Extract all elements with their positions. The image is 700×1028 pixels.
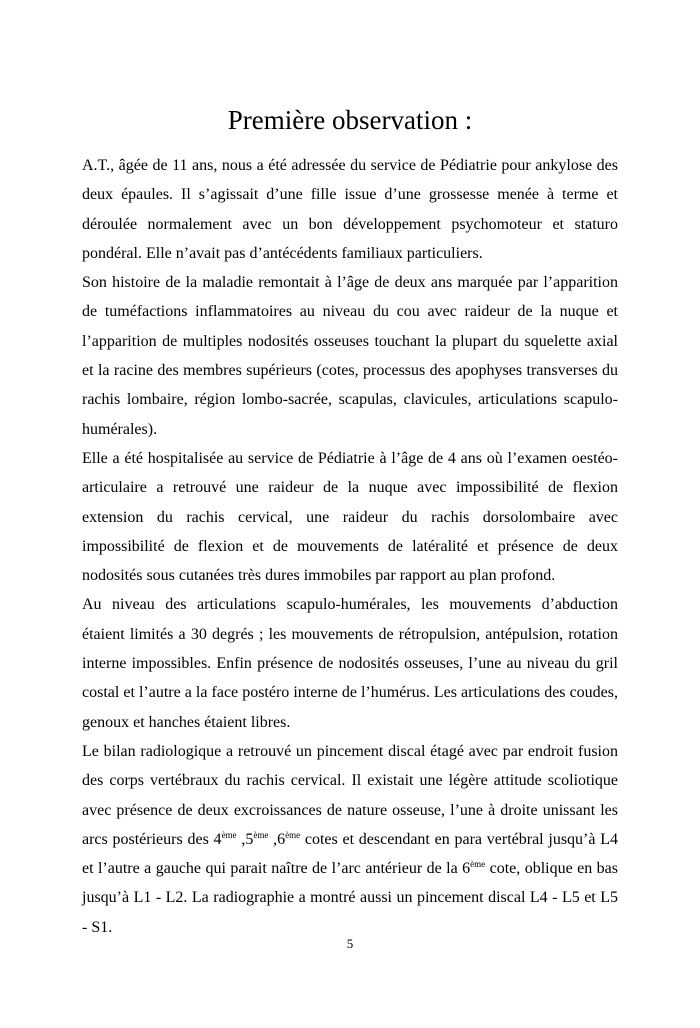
radiology-text-3: ,6 [268, 830, 286, 848]
observation-title: Première observation : [227, 105, 473, 135]
radiology-text-4: cotes et descendant en para vertébral jusqu’à L4 et l’autre a gauche qui parait naître de l’arc antérieur de la 6 [82, 830, 619, 878]
paragraph-shoulder-exam: Au niveau des articulations scapulo-humérales, les mouvements d’abduction étaient limités a 30 degrés ; les mouvements de rétropulsion, antépulsion, rotation interne impossibles. Enfin présence de nodosités osseuses, l’une au niveau du gril costal et l’autre a la face postéro interne de l’humérus. Les articulations des coudes, genoux et hanches étaient libres. [82, 596, 618, 731]
paragraph-disease-history: Son histoire de la maladie remontait à l’âge de deux ans marquée par l’apparition de tuméfactions inflammatoires au niveau du cou avec raideur de la nuque et l’apparition de multiples nodosités osseuses touchant la plupart du squelette axial et la racine des membres supérieurs (cotes, processus des apophyses transverses du rachis lombaire, région lombo-sacrée, scapulas, clavicules, articulations scapulo-humérales). [82, 274, 618, 438]
ordinal-superscript: ème [253, 829, 269, 840]
radiology-text-5: cote, oblique en bas jusqu’à L1 - L2. La radiographie a montré aussi un pincement discal L4 - L5 et L5 - S1. [82, 860, 618, 936]
ordinal-superscript: ème [470, 859, 486, 870]
radiology-text-2: ,5 [236, 830, 254, 848]
radiology-text-1: Le bilan radiologique a retrouvé un pincement discal étagé avec par endroit fusion des corps vertébraux du rachis cervical. Il existait une légère attitude scoliotique avec présence de deux excroissances de nature osseuse, l’une à droite unissant les arcs postérieurs des 4 [82, 742, 618, 848]
paragraph-hospitalization: Elle a été hospitalisée au service de Pédiatrie à l’âge de 4 ans où l’examen oestéo-articulaire a retrouvé une raideur de la nuque avec impossibilité de flexion extension du rachis cervical, une raideur du rachis dorsolombaire avec impossibilité de flexion et de mouvements de latéralité et présence de deux nodosités sous cutanées très dures immobiles par rapport au plan profond. [82, 449, 618, 585]
observation-body [82, 151, 618, 942]
page-number: 5 [346, 936, 354, 951]
ordinal-superscript: ème [221, 829, 237, 840]
paragraph-patient-intro: A.T., âgée de 11 ans, nous a été adressée du service de Pédiatrie pour ankylose des deux épaules. Il s’agissait d’une fille issue d’une grossesse menée à terme et déroulée normalement avec un bon développement psychomoteur et staturo pondéral. Elle n’avait pas d’antécédents familiaux particuliers. [82, 157, 618, 262]
paragraph-radiology [82, 737, 618, 942]
ordinal-superscript: ème [285, 829, 301, 840]
